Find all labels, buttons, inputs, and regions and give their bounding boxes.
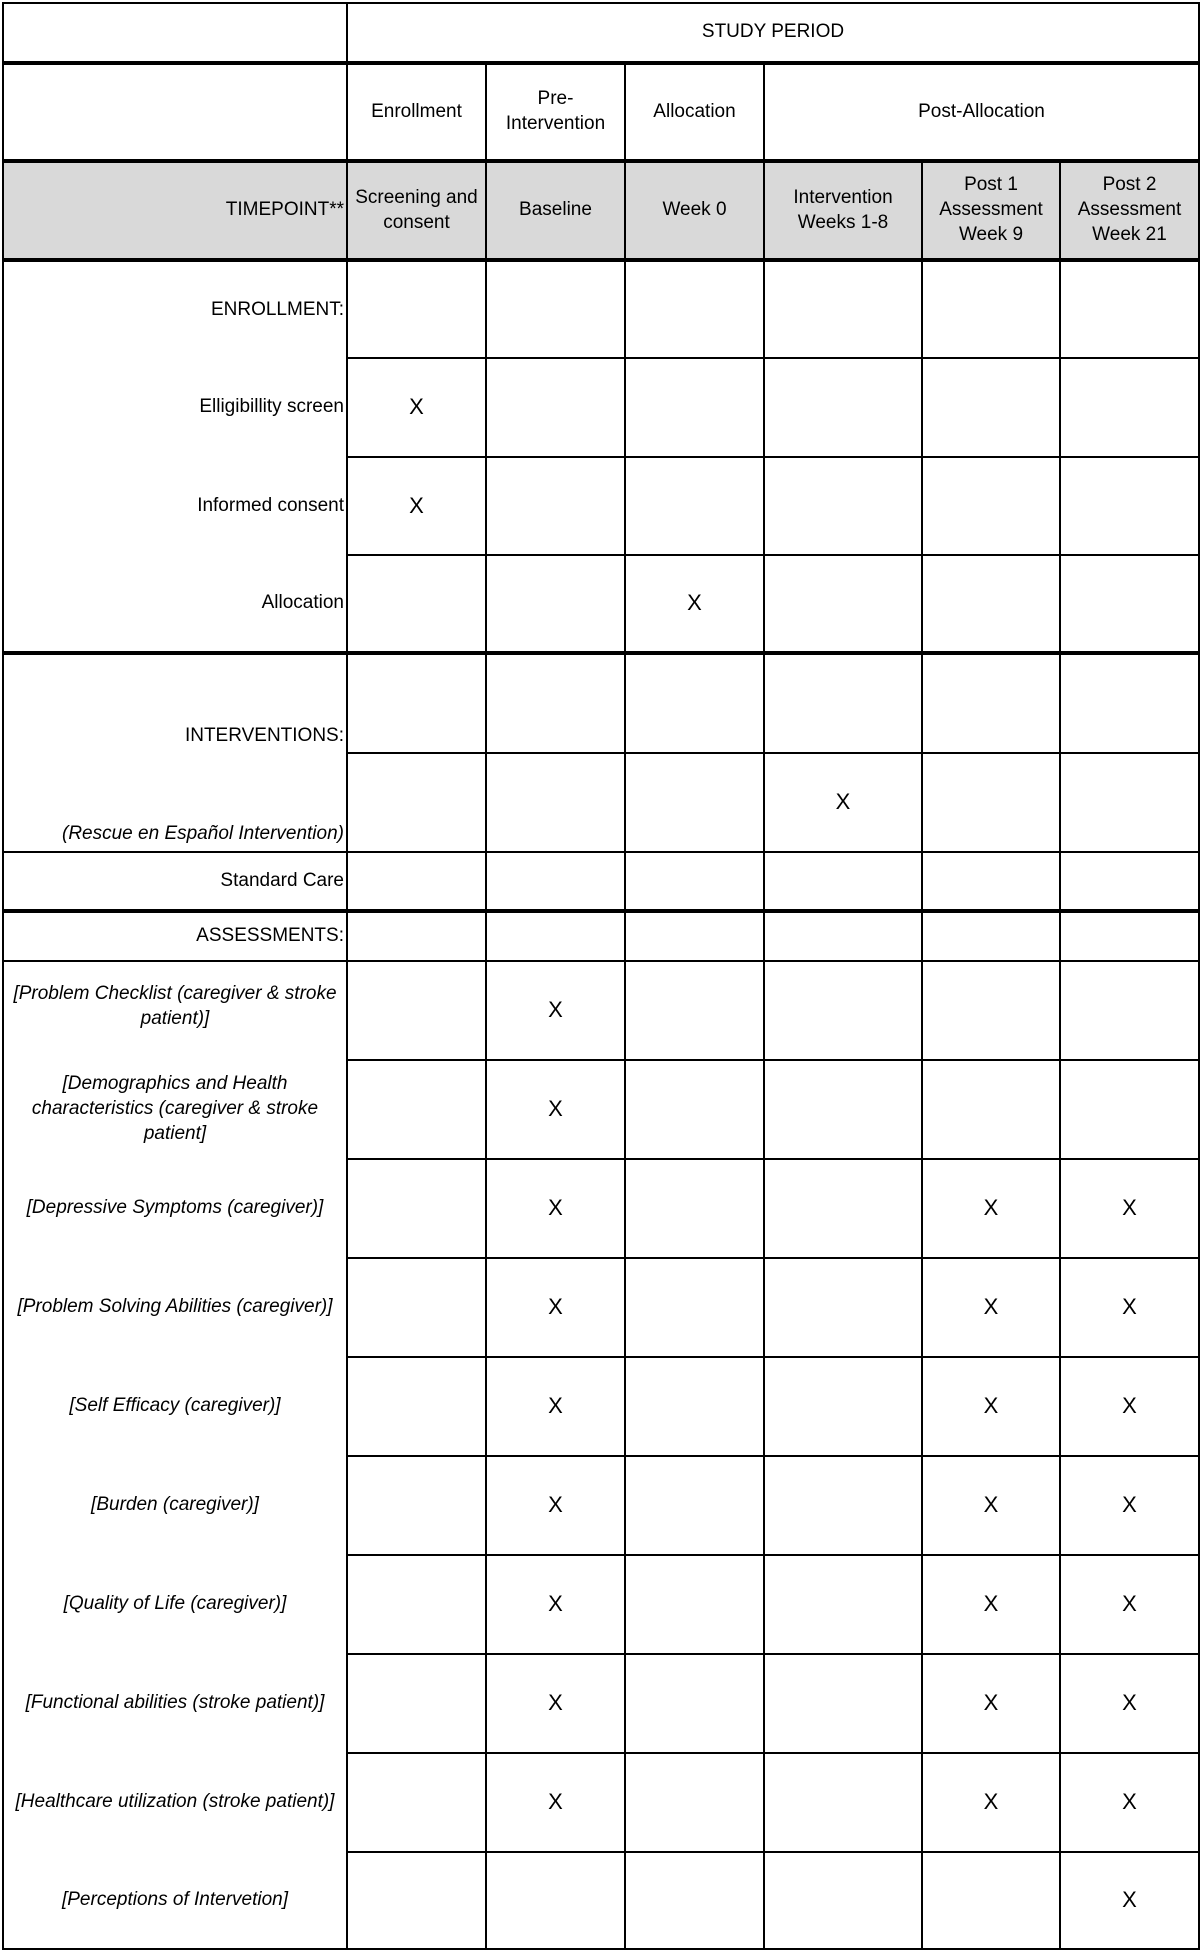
- phase-corner-cell: [3, 63, 347, 161]
- phase-row: [3, 63, 1199, 161]
- x-mark: X: [1060, 1654, 1199, 1753]
- table-row: [3, 555, 1199, 653]
- row-label: [Problem Checklist (caregiver & stroke patient)]: [3, 961, 347, 1060]
- x-mark: X: [486, 961, 625, 1060]
- row-label: Informed consent: [3, 457, 347, 555]
- x-mark: X: [1060, 1258, 1199, 1357]
- x-mark: X: [486, 1654, 625, 1753]
- row-label: [Quality of Life (caregiver)]: [3, 1555, 347, 1654]
- x-mark: X: [486, 1060, 625, 1159]
- table-row: [3, 457, 1199, 555]
- corner-cell: [3, 3, 347, 63]
- table-row: [3, 1852, 1199, 1949]
- row-label: INTERVENTIONS:: [3, 653, 347, 753]
- row-label: ENROLLMENT:: [3, 260, 347, 358]
- x-mark: X: [1060, 1555, 1199, 1654]
- table-row: [3, 1159, 1199, 1258]
- row-label: [Functional abilities (stroke patient)]: [3, 1654, 347, 1753]
- table-row: [3, 1555, 1199, 1654]
- row-label: [Problem Solving Abilities (caregiver)]: [3, 1258, 347, 1357]
- x-mark: X: [486, 1258, 625, 1357]
- x-mark: X: [486, 1753, 625, 1852]
- timepoint-label: TIMEPOINT**: [3, 161, 347, 260]
- timepoint-week0: Week 0: [625, 161, 764, 260]
- phase-post-allocation: Post-Allocation: [764, 63, 1199, 161]
- x-mark: X: [1060, 1357, 1199, 1456]
- x-mark: X: [1060, 1852, 1199, 1949]
- x-mark: X: [486, 1357, 625, 1456]
- row-label: Standard Care: [3, 852, 347, 911]
- x-mark: X: [922, 1654, 1060, 1753]
- x-mark: X: [922, 1258, 1060, 1357]
- row-label: [Self Efficacy (caregiver)]: [3, 1357, 347, 1456]
- timepoint-intervention: Intervention Weeks 1-8: [764, 161, 922, 260]
- table-row: [3, 1060, 1199, 1159]
- x-mark: X: [922, 1753, 1060, 1852]
- row-label: [Healthcare utilization (stroke patient)]: [3, 1753, 347, 1852]
- x-mark: X: [486, 1555, 625, 1654]
- x-mark: X: [922, 1555, 1060, 1654]
- table-row: [3, 753, 1199, 852]
- x-mark: X: [922, 1159, 1060, 1258]
- row-label: (Rescue en Español Intervention): [3, 753, 347, 852]
- study-period-heading: STUDY PERIOD: [347, 3, 1199, 63]
- table-row: [3, 358, 1199, 457]
- table-row: [3, 1654, 1199, 1753]
- row-label: [Depressive Symptoms (caregiver)]: [3, 1159, 347, 1258]
- table-row: [3, 1258, 1199, 1357]
- row-label: ASSESSMENTS:: [3, 911, 347, 961]
- table-row: [3, 260, 1199, 358]
- x-mark: X: [764, 753, 922, 852]
- table-row: [3, 653, 1199, 753]
- timepoint-post2: Post 2 Assessment Week 21: [1060, 161, 1199, 260]
- table-row: [3, 911, 1199, 961]
- table-row: [3, 961, 1199, 1060]
- x-mark: X: [347, 457, 486, 555]
- phase-allocation: Allocation: [625, 63, 764, 161]
- x-mark: X: [486, 1456, 625, 1555]
- x-mark: X: [1060, 1456, 1199, 1555]
- row-label: [Burden (caregiver)]: [3, 1456, 347, 1555]
- table-row: [3, 852, 1199, 911]
- phase-pre-intervention: Pre-Intervention: [486, 63, 625, 161]
- timepoint-baseline: Baseline: [486, 161, 625, 260]
- x-mark: X: [625, 555, 764, 653]
- table-row: [3, 1456, 1199, 1555]
- timepoint-screening: Screening and consent: [347, 161, 486, 260]
- schedule-table: [2, 2, 1200, 1950]
- x-mark: X: [1060, 1753, 1199, 1852]
- table-row: [3, 1357, 1199, 1456]
- row-label: Allocation: [3, 555, 347, 653]
- phase-enrollment: Enrollment: [347, 63, 486, 161]
- x-mark: X: [1060, 1159, 1199, 1258]
- timepoint-row: [3, 161, 1199, 260]
- x-mark: X: [486, 1159, 625, 1258]
- row-label: [Demographics and Health characteristics (caregiver & stroke patient]: [3, 1060, 347, 1159]
- row-label: Elligibillity screen: [3, 358, 347, 457]
- row-label: [Perceptions of Intervetion]: [3, 1852, 347, 1949]
- table-row: [3, 1753, 1199, 1852]
- study-period-row: [3, 3, 1199, 63]
- timepoint-post1: Post 1 Assessment Week 9: [922, 161, 1060, 260]
- x-mark: X: [922, 1456, 1060, 1555]
- x-mark: X: [922, 1357, 1060, 1456]
- x-mark: X: [347, 358, 486, 457]
